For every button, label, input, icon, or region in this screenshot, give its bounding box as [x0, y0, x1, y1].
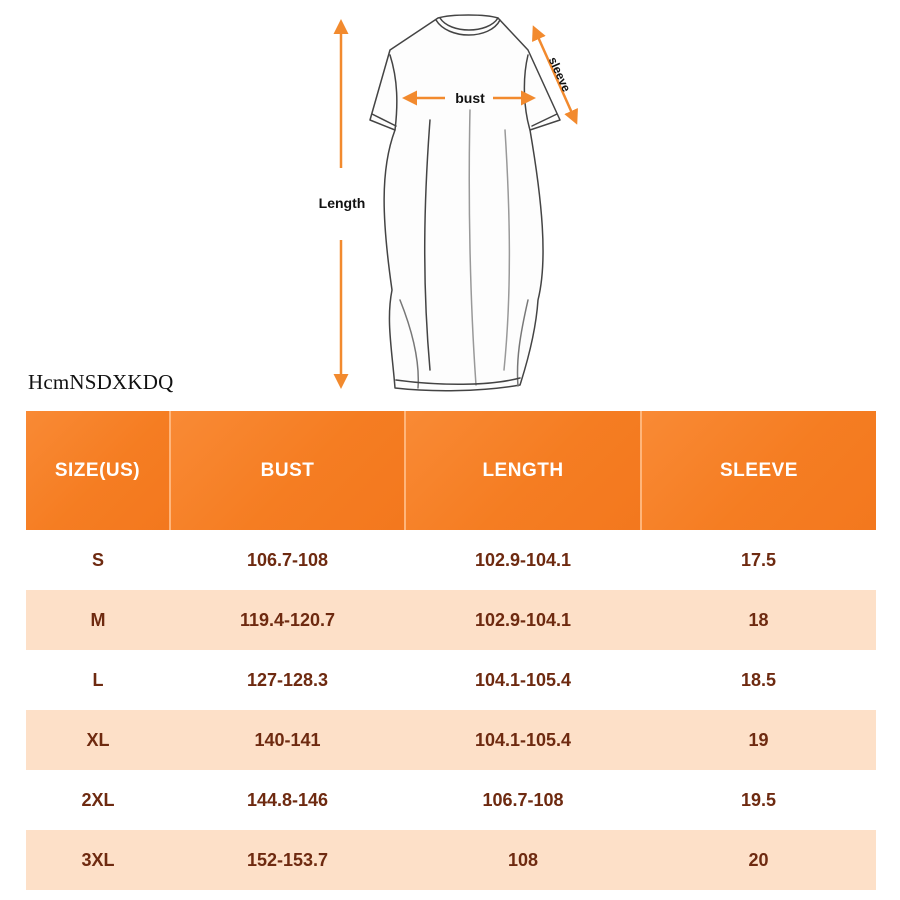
header-size: SIZE(US)	[26, 411, 170, 530]
table-row	[26, 590, 876, 650]
cell-sleeve: 18.5	[641, 650, 876, 710]
sleeve-label: sleeve	[545, 54, 574, 94]
cell-bust: 106.7-108	[170, 530, 405, 590]
cell-sleeve: 19	[641, 710, 876, 770]
cell-size: XL	[26, 710, 170, 770]
header-sleeve: SLEEVE	[641, 411, 876, 530]
cell-length: 102.9-104.1	[405, 530, 641, 590]
brand-name: HcmNSDXKDQ	[28, 370, 174, 394]
size-chart-table	[26, 411, 876, 890]
cell-length: 106.7-108	[405, 770, 641, 830]
table-row	[26, 650, 876, 710]
cell-bust: 144.8-146	[170, 770, 405, 830]
length-label: Length	[318, 195, 366, 211]
cell-sleeve: 18	[641, 590, 876, 650]
table-row	[26, 830, 876, 890]
table-row	[26, 710, 876, 770]
bust-label: bust	[455, 90, 485, 106]
header-length: LENGTH	[405, 411, 641, 530]
cell-bust: 119.4-120.7	[170, 590, 405, 650]
cell-sleeve: 19.5	[641, 770, 876, 830]
cell-sleeve: 17.5	[641, 530, 876, 590]
dress-measurement-diagram	[0, 0, 900, 400]
cell-length: 108	[405, 830, 641, 890]
table-header-row	[26, 411, 876, 530]
dress-outline	[370, 15, 560, 391]
cell-length: 102.9-104.1	[405, 590, 641, 650]
cell-sleeve: 20	[641, 830, 876, 890]
cell-length: 104.1-105.4	[405, 650, 641, 710]
cell-length: 104.1-105.4	[405, 710, 641, 770]
table-row	[26, 530, 876, 590]
cell-size: L	[26, 650, 170, 710]
cell-size: M	[26, 590, 170, 650]
cell-bust: 152-153.7	[170, 830, 405, 890]
cell-size: S	[26, 530, 170, 590]
cell-size: 2XL	[26, 770, 170, 830]
header-bust: BUST	[170, 411, 405, 530]
table-row	[26, 770, 876, 830]
cell-size: 3XL	[26, 830, 170, 890]
cell-bust: 127-128.3	[170, 650, 405, 710]
cell-bust: 140-141	[170, 710, 405, 770]
